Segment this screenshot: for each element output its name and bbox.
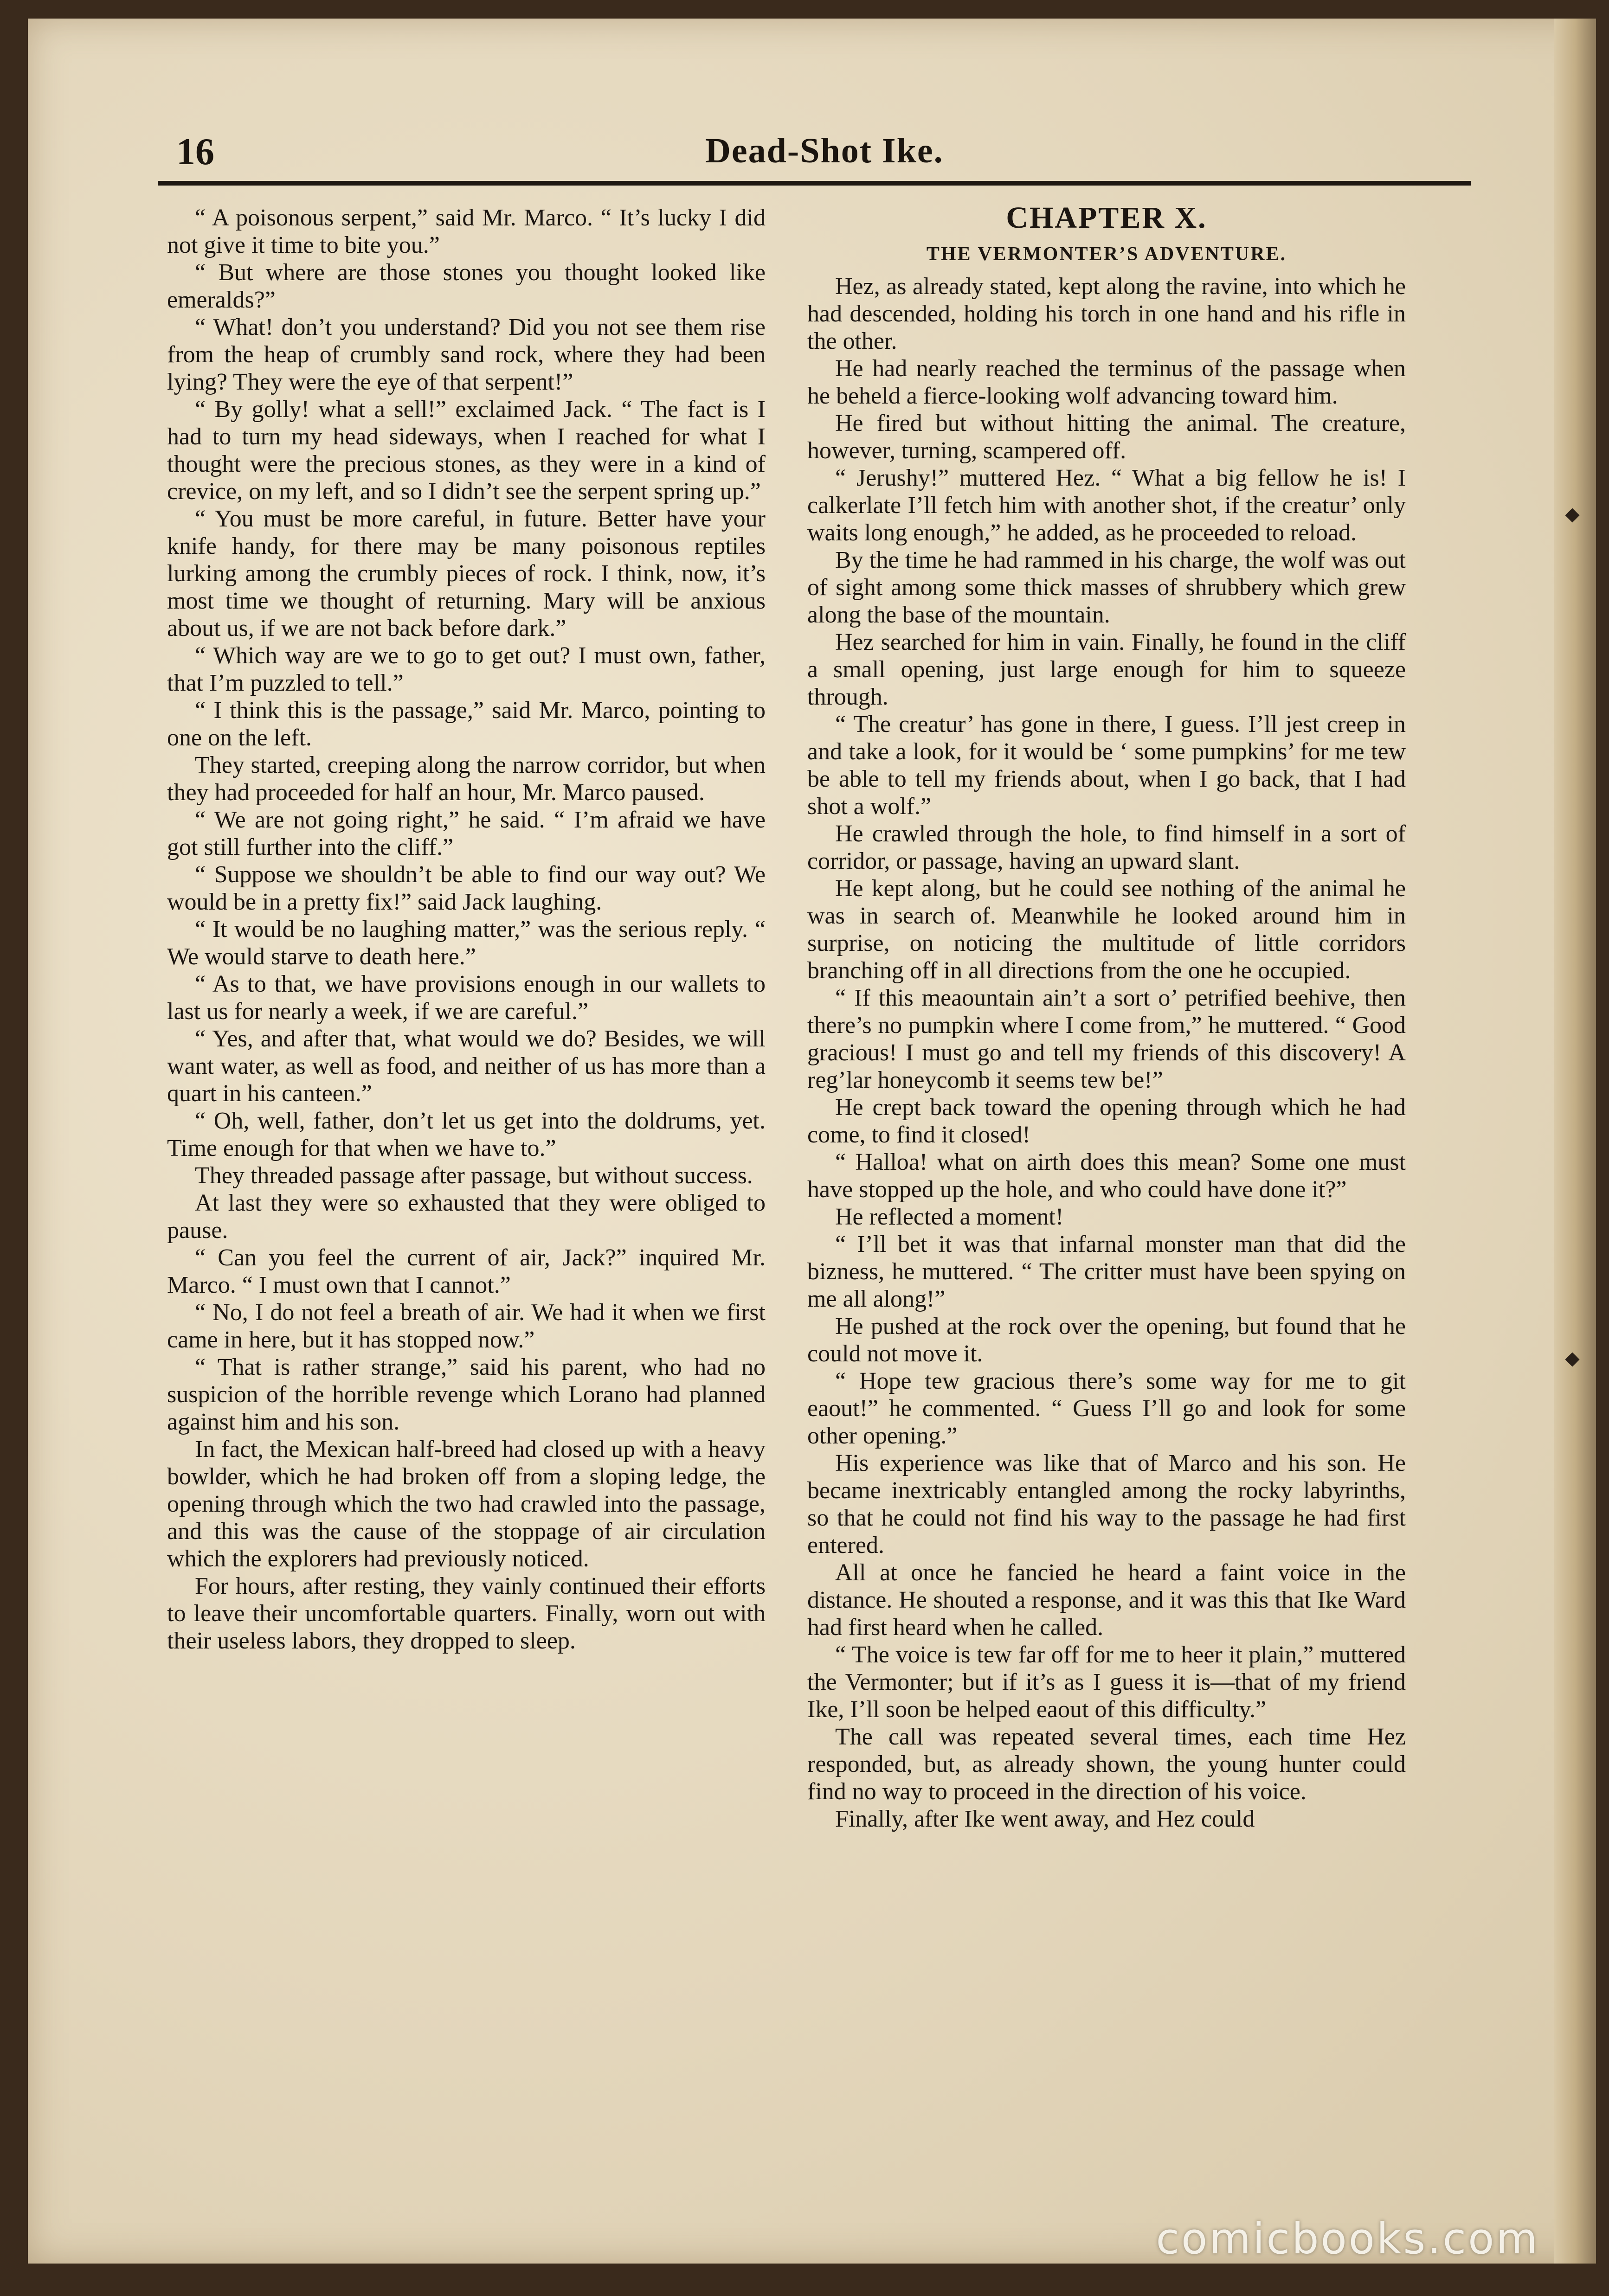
paragraph: He reflected a moment! bbox=[835, 1204, 1064, 1230]
paragraph: “ We are not going right,” he said. “ I’m afraid we have got still further into the cliff.” bbox=[167, 807, 766, 860]
paragraph: “ I’ll bet it was that infarnal monster man that did the bizness, he muttered. “ The critter must have been spying on me all along!” bbox=[807, 1231, 1406, 1312]
paragraph: All at once he fancied he heard a faint voice in the distance. He shouted a response, and it was this that Ike Ward had first heard when he called. bbox=[807, 1559, 1406, 1641]
paragraph: “ Yes, and after that, what would we do? Besides, we will want water, as well as food, and neither of us has more than a quart in his canteen.” bbox=[167, 1026, 766, 1107]
page-header bbox=[148, 121, 1475, 176]
page-number: 16 bbox=[176, 130, 214, 173]
paragraph: They threaded passage after passage, but without success. bbox=[195, 1162, 753, 1189]
chapter-heading: CHAPTER X. bbox=[1006, 204, 1207, 235]
paragraph: “ Hope tew gracious there’s some way for me to git eaout!” he commented. “ Guess I’ll go and look for some other opening.” bbox=[807, 1368, 1406, 1449]
paragraph: “ The voice is tew far off for me to heer it plain,” muttered the Vermonter; but if it’s as I guess it is—that of my friend Ike, I’ll soon be helped eaout of this difficulty.” bbox=[807, 1642, 1406, 1723]
paragraph: “ Which way are we to go to get out? I must own, father, that I’m puzzled to tell.” bbox=[167, 642, 766, 696]
paragraph: In fact, the Mexican half-breed had closed up with a heavy bowlder, which he had broken off from a sloping ledge, the opening through which the two had crawled into the passage, and this was the cause of the stoppage of air circulation which the explorers had previously noticed. bbox=[167, 1436, 766, 1572]
paragraph: “ Oh, well, father, don’t let us get into the doldrums, yet. Time enough for that when we have to.” bbox=[167, 1108, 766, 1161]
paragraph: They started, creeping along the narrow corridor, but when they had proceeded for half an hour, Mr. Marco paused. bbox=[167, 752, 766, 806]
paragraph: “ But where are those stones you thought looked like emeralds?” bbox=[167, 259, 766, 313]
header-rule bbox=[158, 181, 1471, 186]
paragraph: “ That is rather strange,” said his parent, who had no suspicion of the horrible revenge which Lorano had planned against him and his son. bbox=[167, 1354, 766, 1435]
paragraph: He fired but without hitting the animal. The creature, however, turning, scampered off. bbox=[807, 410, 1406, 464]
paragraph: “ As to that, we have provisions enough in our wallets to last us for nearly a week, if we are careful.” bbox=[167, 971, 766, 1025]
paragraph: “ Jerushy!” muttered Hez. “ What a big fellow he is! I calkerlate I’ll fetch him with another shot, if the creatur’ only waits long enough,” he added, as he proceeded to reload. bbox=[807, 465, 1406, 546]
paragraph: Hez searched for him in vain. Finally, he found in the cliff a small opening, just large enough for him to squeeze through. bbox=[807, 629, 1406, 710]
running-title: Dead-Shot Ike. bbox=[705, 131, 944, 170]
paragraph: For hours, after resting, they vainly continued their efforts to leave their uncomfortable quarters. Finally, worn out with their useless labors, they dropped to sleep. bbox=[167, 1573, 766, 1654]
right-column bbox=[807, 204, 1406, 2189]
paragraph: “ What! don’t you understand? Did you not see them rise from the heap of crumbly sand rock, where they had been lying? They were the eye of that serpent!” bbox=[167, 314, 766, 395]
paragraph: He had nearly reached the terminus of the passage when he beheld a fierce-looking wolf advancing toward him. bbox=[807, 355, 1406, 409]
binding-mark-icon bbox=[1565, 1352, 1579, 1366]
paragraph: “ Halloa! what on airth does this mean? Some one must have stopped up the hole, and who could have done it?” bbox=[807, 1149, 1406, 1203]
site-watermark: comicbooks.com bbox=[1156, 2214, 1539, 2264]
paragraph: “ A poisonous serpent,” said Mr. Marco. “ It’s lucky I did not give it time to bite you.” bbox=[167, 205, 766, 258]
left-column bbox=[167, 204, 766, 2189]
paragraph: “ The creatur’ has gone in there, I guess. I’ll jest creep in and take a look, for it would be ‘ some pumpkins’ for me tew be able to tell my friends about, when I go back, that I had shot a wolf.” bbox=[807, 711, 1406, 820]
paragraph: Finally, after Ike went away, and Hez could bbox=[835, 1806, 1255, 1832]
paragraph: “ Can you feel the current of air, Jack?” inquired Mr. Marco. “ I must own that I cannot.” bbox=[167, 1244, 766, 1298]
paragraph: He crawled through the hole, to find himself in a sort of corridor, or passage, having an upward slant. bbox=[807, 821, 1406, 874]
paragraph: “ If this meaountain ain’t a sort o’ petrified beehive, then there’s no pumpkin where I come from,” he muttered. “ Good gracious! I must go and tell my friends of this discovery! A reg’lar honeycomb it seems tew be!” bbox=[807, 985, 1406, 1093]
chapter-subtitle: THE VERMONTER’S ADVENTURE. bbox=[926, 244, 1287, 265]
page-binding-edge bbox=[1554, 19, 1596, 2264]
paragraph: “ It would be no laughing matter,” was the serious reply. “ We would starve to death here.” bbox=[167, 916, 766, 970]
binding-mark-icon bbox=[1565, 508, 1579, 522]
paragraph: He kept along, but he could see nothing of the animal he was in search of. Meanwhile he looked around him in surprise, on noticing the multitude of little corridors branching off in all directions from the one he occupied. bbox=[807, 875, 1406, 984]
paragraph: His experience was like that of Marco and his son. He became inextricably entangled among the rocky labyrinths, so that he could not find his way to the passage he had first entered. bbox=[807, 1450, 1406, 1558]
paragraph: “ You must be more careful, in future. Better have your knife handy, for there may be many poisonous reptiles lurking among the crumbly pieces of rock. I think, now, it’s most time we thought of returning. Mary will be anxious about us, if we are not back before dark.” bbox=[167, 506, 766, 641]
paragraph: Hez, as already stated, kept along the ravine, into which he had descended, holding his torch in one hand and his rifle in the other. bbox=[807, 273, 1406, 354]
paragraph: He pushed at the rock over the opening, but found that he could not move it. bbox=[807, 1313, 1406, 1367]
paragraph: “ By golly! what a sell!” exclaimed Jack. “ The fact is I had to turn my head sideways, when I reached for what I thought were the precious stones, as they were in a kind of crevice, on my left, and so I didn’t see the serpent spring up.” bbox=[167, 396, 766, 505]
paragraph: The call was repeated several times, each time Hez responded, but, as already shown, the young hunter could find no way to proceed in the direction of his voice. bbox=[807, 1724, 1406, 1805]
paragraph: By the time he had rammed in his charge, the wolf was out of sight among some thick masses of shrubbery which grew along the base of the mountain. bbox=[807, 547, 1406, 628]
paragraph: “ Suppose we shouldn’t be able to find our way out? We would be in a pretty fix!” said Jack laughing. bbox=[167, 861, 766, 915]
paragraph: He crept back toward the opening through which he had come, to find it closed! bbox=[807, 1094, 1406, 1148]
paragraph: “ No, I do not feel a breath of air. We had it when we first came in here, but it has stopped now.” bbox=[167, 1299, 766, 1353]
paragraph: At last they were so exhausted that they were obliged to pause. bbox=[167, 1190, 766, 1244]
paragraph: “ I think this is the passage,” said Mr. Marco, pointing to one on the left. bbox=[167, 697, 766, 751]
